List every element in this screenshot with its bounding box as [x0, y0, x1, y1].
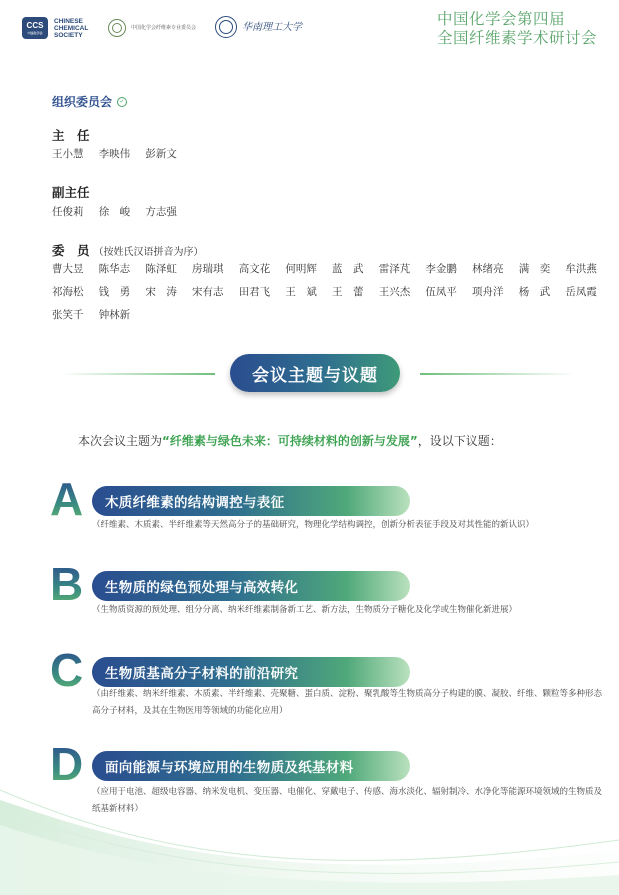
person-name: 雷泽芃 — [378, 263, 411, 275]
person-name: 宋 涛 — [145, 286, 177, 298]
person-name: 项舟洋 — [472, 286, 504, 298]
member-row — [52, 280, 612, 303]
decorative-wave — [0, 780, 619, 895]
chair-names — [52, 142, 612, 165]
theme-intro: 本次会议主题为“纤维素与绿色未来：可持续材料的创新与发展”，设以下议题： — [78, 434, 502, 448]
section-divider-left — [60, 373, 215, 375]
person-name: 林绪亮 — [472, 263, 504, 275]
person-name: 田君飞 — [238, 286, 271, 298]
person-name: 彭新文 — [145, 148, 177, 160]
person-name: 钟林新 — [98, 309, 131, 321]
person-name: 王小慧 — [52, 148, 84, 160]
person-name: 祁海松 — [52, 286, 84, 298]
scut-emblem-icon — [215, 16, 237, 38]
ccs-logo — [22, 17, 98, 39]
scut-logo — [215, 16, 302, 38]
page-header — [0, 0, 619, 60]
person-name: 方志强 — [145, 206, 177, 218]
conference-title: 中国化学会第四届 全国纤维素学术研讨会 — [436, 10, 597, 47]
person-name: 王 蕾 — [332, 286, 364, 298]
person-name: 蓝 武 — [332, 263, 364, 275]
person-name: 李映伟 — [98, 148, 131, 160]
person-name: 牟洪燕 — [565, 263, 597, 275]
person-name: 钱 勇 — [98, 286, 131, 298]
cellulose-committee-logo — [108, 19, 196, 37]
person-name: 李金鹏 — [425, 263, 457, 275]
person-name: 徐 峻 — [98, 206, 131, 218]
member-row — [52, 257, 612, 280]
ccs-name: CHINESE CHEMICAL SOCIETY — [54, 17, 89, 39]
topic-title: 木质纤维素的结构调控与表征 — [92, 486, 410, 516]
topic-title: 面向能源与环境应用的生物质及纸基材料 — [92, 751, 410, 781]
vice-chair-label: 副主任 — [52, 185, 90, 200]
member-row — [52, 303, 612, 326]
topic-letter: A — [50, 473, 84, 525]
section-divider-right — [420, 373, 575, 375]
committee-emblem-icon — [108, 19, 126, 37]
committee-name: 中国化学会纤维素专业委员会 — [131, 25, 197, 31]
person-name: 伍凤平 — [425, 286, 457, 298]
topic-letter: C — [50, 644, 84, 696]
topic-title: 生物质基高分子材料的前沿研究 — [92, 657, 410, 687]
person-name: 何明辉 — [285, 263, 317, 275]
person-name: 陈泽虹 — [145, 263, 177, 275]
person-name: 张笑千 — [52, 309, 84, 321]
person-name: 高文花 — [238, 263, 271, 275]
topic-description: （应用于电池、超级电容器、纳米发电机、变压器、电催化、穿戴电子、传感、海水淡化、辐射制冷、水净化等能源环境领域的生物质及纸基新材料） — [92, 787, 603, 814]
topic-letter: B — [50, 558, 84, 610]
section-title: 会议主题与议题 — [230, 354, 400, 392]
vice-chair-names — [52, 200, 612, 223]
person-name: 宋有志 — [192, 286, 224, 298]
person-name: 房瑞琪 — [192, 263, 224, 275]
person-name: 任俊莉 — [52, 206, 84, 218]
person-name: 杨 武 — [518, 286, 551, 298]
check-circle-icon: ✓ — [117, 97, 127, 107]
ccs-badge-icon: CCS 中国化学会 — [22, 17, 48, 39]
person-name: 王兴杰 — [378, 286, 411, 298]
person-name: 王 斌 — [285, 286, 317, 298]
member-label: 委 员 （按姓氏汉语拼音为序） — [52, 243, 204, 258]
topic-description: （生物质资源的预处理、组分分离、纳米纤维素制备新工艺、新方法，生物质分子糖化及化学或生物催化新进展） — [92, 605, 518, 615]
member-names — [52, 257, 612, 326]
scut-name: 华南理工大学 — [242, 21, 302, 33]
person-name: 陈华志 — [98, 263, 131, 275]
topic-title: 生物质的绿色预处理与高效转化 — [92, 571, 410, 601]
theme-highlight: “纤维素与绿色未来：可持续材料的创新与发展” — [162, 434, 418, 448]
person-name: 岳凤霞 — [565, 286, 597, 298]
topic-description: （纤维素、木质素、半纤维素等天然高分子的基础研究，物理化学结构调控，创新分析表征手段及对其性能的新认识） — [92, 520, 535, 530]
organizing-committee-heading: 组织委员会 ✓ — [52, 93, 127, 110]
person-name: 曹大昱 — [52, 263, 84, 275]
topic-description: （由纤维素、纳米纤维素、木质素、半纤维素、壳聚糖、蛋白质、淀粉、聚乳酸等生物质高分子构建的膜、凝胶、纤维、颗粒等多种形态高分子材料，及其在生物医用等领域的功能化应用） — [92, 689, 603, 716]
topic-letter: D — [50, 738, 84, 790]
person-name: 满 奕 — [518, 263, 551, 275]
chair-label: 主 任 — [52, 128, 90, 143]
